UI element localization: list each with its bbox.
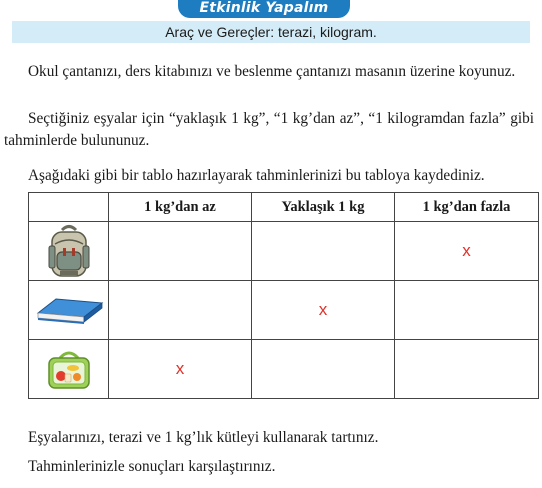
instruction-paragraph-3: Aşağıdaki gibi bir tablo hazırlayarak tahminlerinizi bu tabloya kaydediniz. bbox=[28, 167, 485, 184]
cell-book-less-than-1kg[interactable] bbox=[109, 281, 252, 340]
materials-box: Araç ve Gereçler: terazi, kilogram. bbox=[12, 21, 530, 43]
estimate-mark: x bbox=[175, 359, 185, 378]
table-header-row bbox=[29, 193, 539, 222]
cell-lunchbox-more-than-1kg[interactable] bbox=[395, 340, 539, 399]
item-cell-book bbox=[29, 281, 109, 340]
book-icon bbox=[34, 295, 104, 325]
backpack-icon bbox=[47, 224, 91, 278]
lunchbox-icon bbox=[46, 348, 92, 390]
cell-backpack-about-1kg[interactable] bbox=[252, 222, 395, 281]
table-header-about-1kg: Yaklaşık 1 kg bbox=[252, 193, 395, 222]
table-row-backpack bbox=[29, 222, 539, 281]
estimation-table bbox=[28, 192, 539, 399]
cell-book-about-1kg[interactable] bbox=[252, 281, 395, 340]
table-header-more-than-1kg: 1 kg’dan fazla bbox=[395, 193, 539, 222]
table-row-book bbox=[29, 281, 539, 340]
item-cell-backpack bbox=[29, 222, 109, 281]
table-header-less-than-1kg: 1 kg’dan az bbox=[109, 193, 252, 222]
instruction-paragraph-2: Seçtiğiniz eşyalar için “yaklaşık 1 kg”, “1 kg’dan az”, “1 kilogramdan fazla” gibi tahminlerde bulununuz. bbox=[4, 110, 534, 149]
cell-backpack-more-than-1kg[interactable] bbox=[395, 222, 539, 281]
cell-book-more-than-1kg[interactable] bbox=[395, 281, 539, 340]
cell-lunchbox-about-1kg[interactable] bbox=[252, 340, 395, 399]
instruction-paragraph-1: Okul çantanızı, ders kitabınızı ve beslenme çantanızı masanın üzerine koyunuz. bbox=[28, 63, 516, 80]
table-row-lunchbox bbox=[29, 340, 539, 399]
item-cell-lunchbox bbox=[29, 340, 109, 399]
activity-banner: Etkinlik Yapalım bbox=[178, 0, 350, 18]
cell-lunchbox-less-than-1kg[interactable] bbox=[109, 340, 252, 399]
instruction-paragraph-4: Eşyalarınızı, terazi ve 1 kg’lık kütleyi kullanarak tartınız. bbox=[28, 429, 379, 446]
cell-backpack-less-than-1kg[interactable] bbox=[109, 222, 252, 281]
estimate-mark: x bbox=[462, 241, 471, 260]
table-header-empty bbox=[29, 193, 109, 222]
instruction-paragraph-5: Tahminlerinizle sonuçları karşılaştırınız. bbox=[28, 458, 276, 475]
estimate-mark: x bbox=[318, 300, 328, 319]
